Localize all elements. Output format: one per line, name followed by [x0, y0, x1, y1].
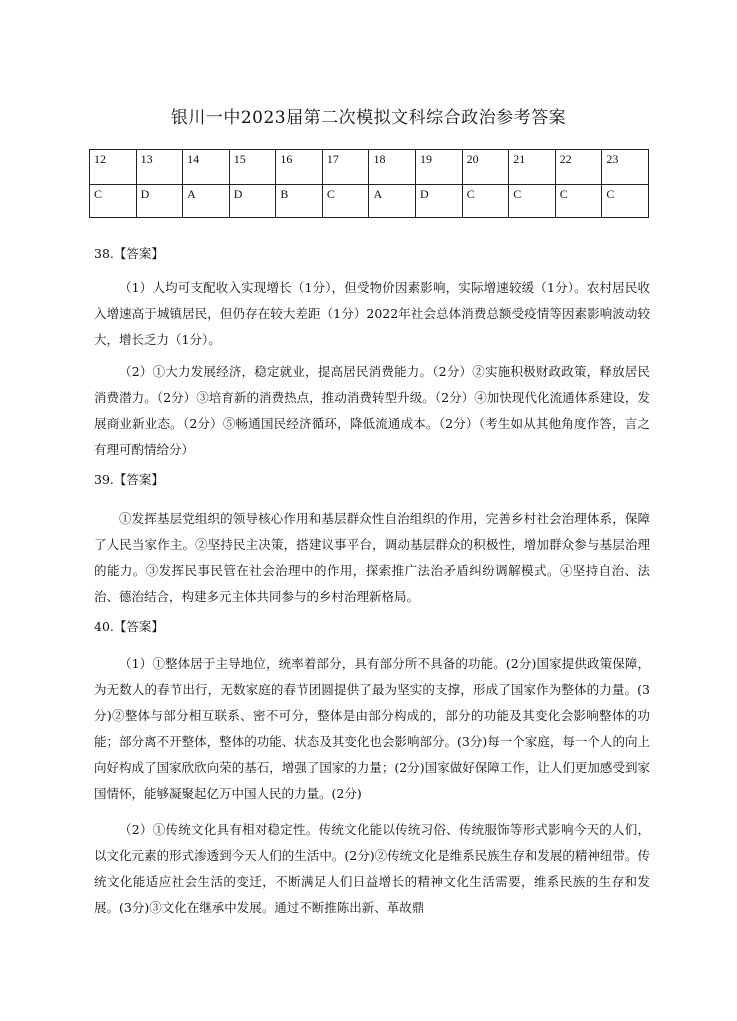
answer-table — [89, 149, 649, 218]
q38-part2-text: （2）①大力发展经济，稳定就业，提高居民消费能力。（2分）②实施积极财政政策，释放居民消费潜力。（2分）③培育新的消费热点，推动消费转型升级。（2分）④加快现代化流通体系建设，发展商业新业态。（2分）⑤畅通国民经济循环，降低流通成本。（2分）（考生如从其他角度作答，言之有理可酌情给分） — [94, 364, 650, 457]
question-number-cell: 21 — [509, 150, 556, 185]
answer-cell: D — [416, 185, 463, 218]
question-number-cell: 19 — [416, 150, 463, 185]
answer-table-answer-row — [90, 185, 649, 218]
answer-cell: D — [136, 185, 183, 218]
answer-cell: D — [229, 185, 276, 218]
answer-cell: C — [602, 185, 649, 218]
question-number-cell: 14 — [183, 150, 230, 185]
question-number-cell: 13 — [136, 150, 183, 185]
document-title: 银川一中2023届第二次模拟文科综合政治参考答案 — [170, 108, 567, 128]
question-number-cell: 22 — [555, 150, 602, 185]
question-number-cell: 15 — [229, 150, 276, 185]
answer-cell: B — [276, 185, 323, 218]
answer-cell: C — [509, 185, 556, 218]
answer-cell: C — [555, 185, 602, 218]
q40-heading: 40.【答案】 — [94, 619, 164, 634]
answer-cell: C — [322, 185, 369, 218]
question-number-cell: 20 — [462, 150, 509, 185]
q39-heading: 39.【答案】 — [94, 472, 164, 487]
question-number-cell: 17 — [322, 150, 369, 185]
question-number-cell: 18 — [369, 150, 416, 185]
answer-table-number-row — [90, 150, 649, 185]
answer-cell: C — [90, 185, 137, 218]
q40-answer — [94, 651, 650, 921]
question-number-cell: 23 — [602, 150, 649, 185]
answer-cell: A — [183, 185, 230, 218]
q39-answer — [94, 506, 650, 610]
q40-part1-text: （1）①整体居于主导地位，统率着部分，具有部分所不具备的功能。(2分)国家提供政策保障，为无数人的春节出行，无数家庭的春节团圆提供了最为坚实的支撑，形成了国家作为整体的力量。(3分)②整体与部分相互联系、密不可分，整体是由部分构成的，部分的功能及其变化会影响整体的功能；部分离不开整体，整体的功能、状态及其变化也会影响部分。(3分)每一个家庭，每一个人的向上向好构成了国家欣欣向荣的基石，增强了国家的力量；(2分)国家做好保障工作，让人们更加感受到家国情怀，能够凝聚起亿万中国人民的力量。(2分) — [94, 656, 650, 801]
q39-text: ①发挥基层党组织的领导核心作用和基层群众性自治组织的作用，完善乡村社会治理体系，保障了人民当家作主。②坚持民主决策，搭建议事平台，调动基层群众的积极性，增加群众参与基层治理的能力。③发挥民事民管在社会治理中的作用，探索推广法治矛盾纠纷调解模式。④坚持自治、法治、德治结合，构建多元主体共同参与的乡村治理新格局。 — [94, 511, 650, 604]
q40-part2-text: （2）①传统文化具有相对稳定性。传统文化能以传统习俗、传统服饰等形式影响今天的人们，以文化元素的形式渗透到今天人们的生活中。(2分)②传统文化是维系民族生存和发展的精神纽带。传统文化能适应社会生活的变迁，不断满足人们日益增长的精神文化生活需要，维系民族的生存和发展。(3分)③文化在继承中发展。通过不断推陈出新、革故鼎 — [94, 822, 650, 915]
q38-answer — [94, 275, 650, 463]
answer-cell: C — [462, 185, 509, 218]
answer-cell: A — [369, 185, 416, 218]
question-number-cell: 12 — [90, 150, 137, 185]
q38-part1-text: （1）人均可支配收入实现增长（1分），但受物价因素影响，实际增速较缓（1分）。农村居民收入增速高于城镇居民，但仍存在较大差距（1分）2022年社会总体消费总额受疫情等因素影响波动较大，增长乏力（1分）。 — [94, 280, 650, 347]
question-number-cell: 16 — [276, 150, 323, 185]
q38-heading: 38.【答案】 — [94, 246, 164, 261]
